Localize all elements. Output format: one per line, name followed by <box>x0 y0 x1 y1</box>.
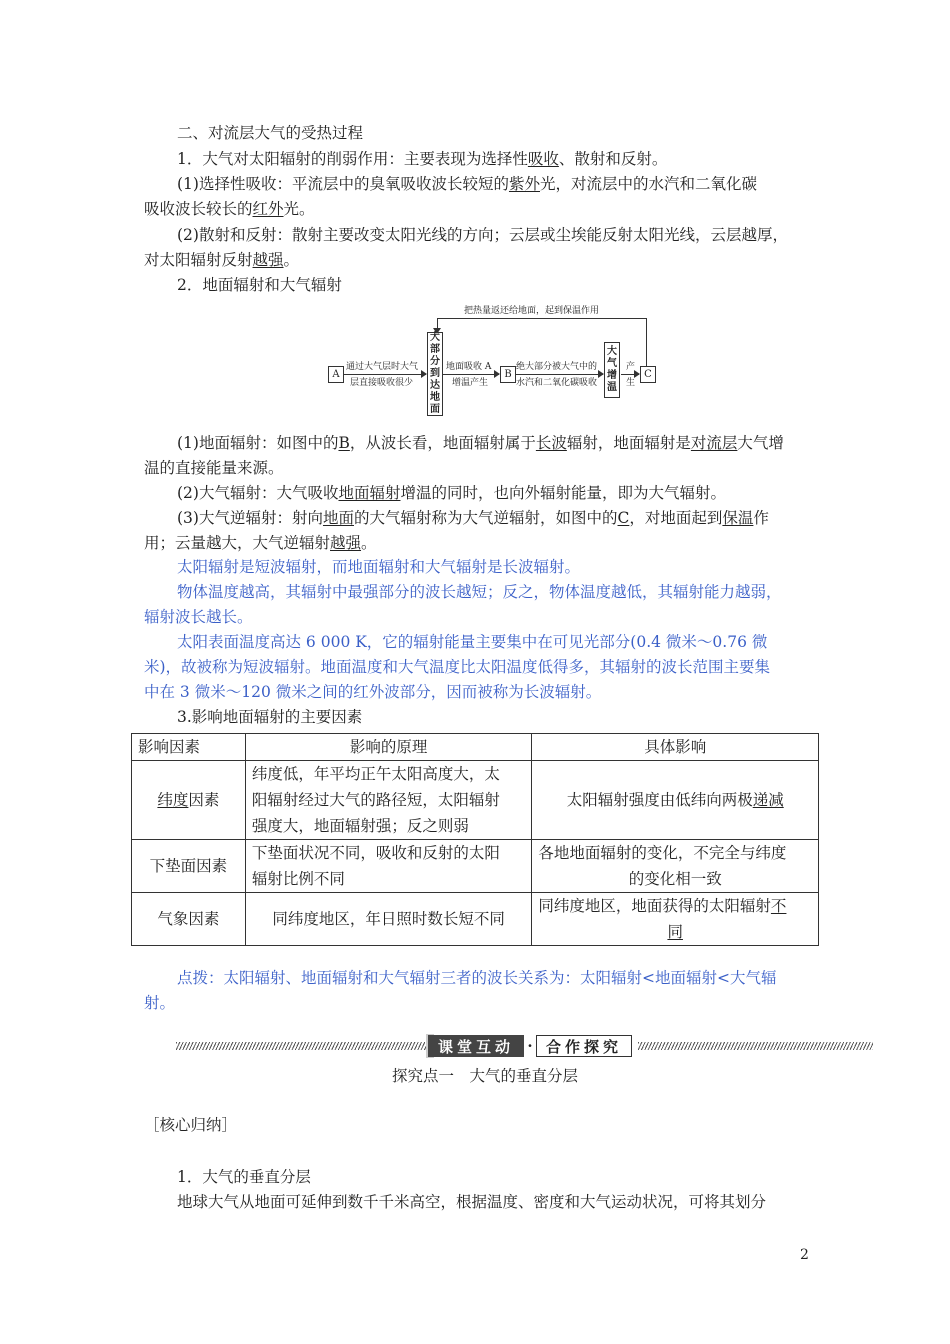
table-row <box>132 761 819 840</box>
counter-radiation: (3)大气逆辐射：射向地面的大气辐射称为大气逆辐射，如图中的C，对地面起到保温作 <box>177 509 769 527</box>
table-cell: 各地地面辐射的变化，不完全与纬度 的变化相一致 <box>532 840 819 893</box>
banner-hatch-right <box>638 1042 873 1050</box>
table-cell: 同纬度地区，年日照时数长短不同 <box>245 893 532 946</box>
label-path-3b: 水汽和二氧化碳吸收 <box>516 378 598 388</box>
section-heading: 二、对流层大气的受热过程 <box>177 124 364 142</box>
ground-radiation-cont: 温的直接能量来源。 <box>144 459 284 477</box>
table-cell: 下垫面因素 <box>132 840 246 893</box>
paragraph-2-cont: 吸收波长较长的红外光。 <box>144 200 315 218</box>
table-header: 具体影响 <box>532 734 819 761</box>
tip-text-cont: 射。 <box>144 994 176 1012</box>
return-arrow-label: 把热量返还给地面，起到保温作用 <box>464 306 600 316</box>
counter-radiation-cont: 用；云量越大，大气逆辐射越强。 <box>144 534 377 552</box>
paragraph-3-cont: 对太阳辐射反射越强。 <box>144 251 300 269</box>
banner-dot: · <box>527 1037 533 1055</box>
banner-label-left: 课堂互动 <box>428 1035 524 1057</box>
paragraph-1: 1．大气对太阳辐射的削弱作用：主要表现为选择性吸收、散射和反射。 <box>177 150 668 168</box>
note-3-cont-2: 中在 3 微米～120 微米之间的红外波部分，因而被称为长波辐射。 <box>144 683 602 701</box>
table-header-row <box>132 734 819 761</box>
node-a: A <box>328 366 344 383</box>
paragraph-2: (1)选择性吸收：平流层中的臭氧吸收波长较短的紫外光，对流层中的水汽和二氧化碳 <box>177 175 757 193</box>
node-atmosphere-warming: 大气增温 <box>604 342 620 398</box>
table-cell: 太阳辐射强度由低纬向两极递减 <box>532 761 819 840</box>
table-cell: 纬度低，年平均正午太阳高度大，太 阳辐射经过大气的路径短，太阳辐射 强度大，地面辐射强；反之则弱 <box>245 761 532 840</box>
label-path-2b: 增温产生 <box>452 378 489 388</box>
note-2: 物体温度越高，其辐射中最强部分的波长越短；反之，物体温度越低，其辐射能力越弱， <box>177 583 782 601</box>
node-c: C <box>640 366 656 383</box>
table-cell: 纬度因素 <box>132 761 246 840</box>
banner-label-right: 合作探究 <box>536 1035 632 1057</box>
label-path-4a: 产 <box>626 362 636 372</box>
explore-title: 探究点一 大气的垂直分层 <box>392 1067 579 1085</box>
paragraph-3: (2)散射和反射：散射主要改变太阳光线的方向；云层或尘埃能反射太阳光线，云层越厚， <box>177 226 788 244</box>
subheading-radiation: 2．地面辐射和大气辐射 <box>177 276 342 294</box>
node-reach-ground: 大部分到达地面 <box>427 332 443 416</box>
label-path-2a: 地面吸收 A <box>446 362 492 372</box>
note-1: 太阳辐射是短波辐射，而地面辐射和大气辐射是长波辐射。 <box>177 558 581 576</box>
tip-text: 点拨：太阳辐射、地面辐射和大气辐射三者的波长关系为：太阳辐射<地面辐射<大气辐 <box>177 969 777 987</box>
table-row <box>132 840 819 893</box>
note-3-cont-1: 米)，故被称为短波辐射。地面温度和大气温度比太阳温度低得多，其辐射的波长范围主要集 <box>144 658 771 676</box>
table-cell: 气象因素 <box>132 893 246 946</box>
label-path-1b: 层直接吸收很少 <box>350 378 414 388</box>
node-b: B <box>500 366 516 383</box>
label-path-4b: 生 <box>626 378 636 388</box>
table-cell: 下垫面状况不同，吸收和反射的太阳 辐射比例不同 <box>245 840 532 893</box>
ground-radiation: (1)地面辐射：如图中的B，从波长看，地面辐射属于长波辐射，地面辐射是对流层大气增 <box>177 434 784 452</box>
note-3: 太阳表面温度高达 6 000 K，它的辐射能量主要集中在可见光部分(0.4 微米～0.76 微 <box>177 633 768 651</box>
table-header: 影响因素 <box>132 734 246 761</box>
banner-hatch-left <box>176 1042 426 1050</box>
page-number: 2 <box>800 1247 809 1263</box>
table-row <box>132 893 819 946</box>
note-2-cont: 辐射波长越长。 <box>144 608 253 626</box>
table-header: 影响的原理 <box>245 734 532 761</box>
table-cell: 同纬度地区，地面获得的太阳辐射不 同 <box>532 893 819 946</box>
label-path-3a: 绝大部分被大气中的 <box>516 362 598 372</box>
atmospheric-radiation: (2)大气辐射：大气吸收地面辐射增温的同时，也向外辐射能量，即为大气辐射。 <box>177 484 726 502</box>
vertical-layer-heading: 1．大气的垂直分层 <box>177 1168 311 1186</box>
vertical-layer-text: 地球大气从地面可延伸到数千千米高空，根据温度、密度和大气运动状况，可将其划分 <box>177 1193 767 1211</box>
section-banner <box>176 1034 873 1058</box>
factors-table <box>131 733 819 946</box>
factors-title: 3.影响地面辐射的主要因素 <box>177 708 363 726</box>
label-path-1a: 通过大气层时大气 <box>346 362 419 372</box>
core-summary-heading: ［核心归纳］ <box>144 1116 238 1134</box>
